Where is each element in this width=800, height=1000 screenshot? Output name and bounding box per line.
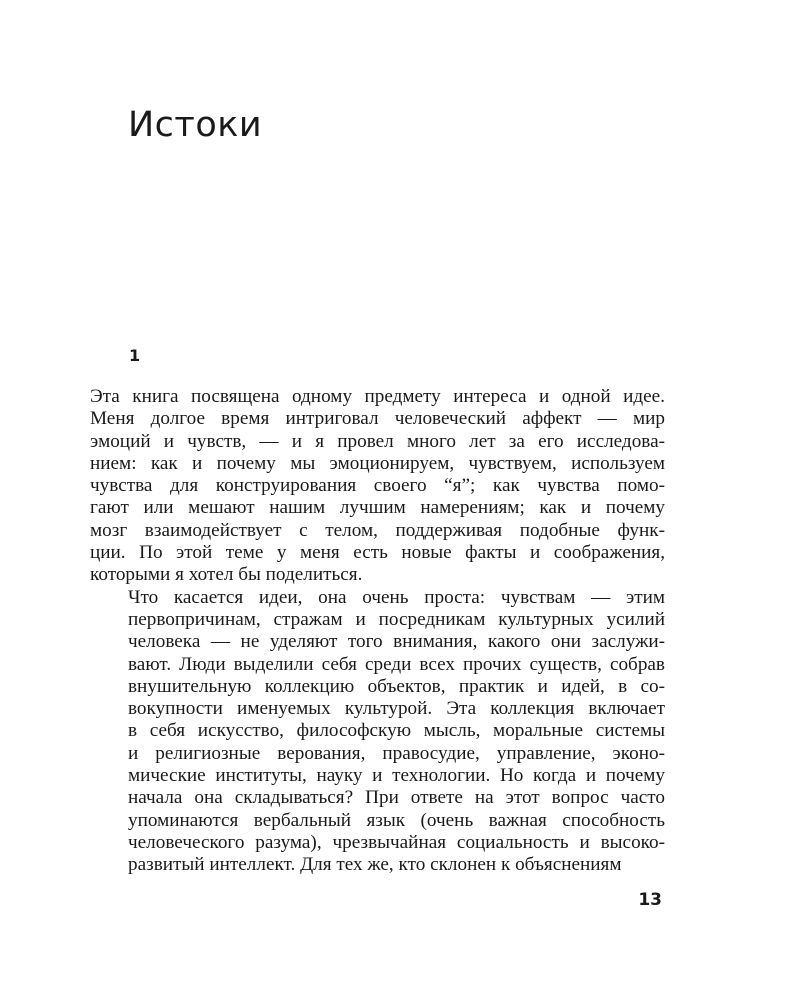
text-line: в себя искусство, философскую мысль, моральные системы [128, 720, 665, 742]
body-text [90, 386, 665, 877]
text-line: нием: как и почему мы эмоционируем, чувствуем, используем [90, 452, 665, 474]
text-line: развитый интеллект. Для тех же, кто склонен к объяснениям [128, 854, 622, 876]
text-line: внушительную коллекцию объектов, практик и идей, в со- [128, 675, 665, 697]
text-line: Эта книга посвящена одному предмету интереса и одной идее. [90, 386, 665, 407]
text-line: мозг взаимодействует с телом, поддерживая подобные функ- [90, 519, 665, 541]
text-line: начала она складываться? При ответе на этот вопрос часто [128, 787, 665, 809]
text-line: первопричинам, стражам и посредникам культурных усилий [128, 608, 665, 630]
text-line: Что касается идеи, она очень проста: чувствам — этим [128, 586, 665, 608]
text-line: упоминаются вербальный язык (очень важная способность [128, 809, 665, 831]
text-line: эмоций и чувств, — и я провел много лет за его исследова- [90, 430, 665, 452]
page-number: 13 [638, 890, 662, 910]
section-number: 1 [129, 346, 141, 365]
paragraph [90, 587, 665, 877]
paragraph [90, 386, 665, 587]
text-line: Меня долгое время интриговал человеческий аффект — мир [90, 408, 665, 430]
text-line: чувства для конструирования своего “я”; как чувства помо- [90, 475, 665, 497]
text-line: человека — не уделяют того внимания, какого они заслужи- [128, 631, 665, 653]
text-line: человеческого разума), чрезвычайная социальность и высоко- [128, 831, 665, 853]
text-line: которыми я хотел бы поделиться. [90, 564, 363, 586]
text-line: ции. По этой теме у меня есть новые факты и соображения, [90, 542, 665, 564]
text-line: мические институты, науку и технологии. Но когда и почему [128, 765, 665, 787]
text-line: гают или мешают нашим лучшим намерениям; как и почему [90, 497, 665, 519]
text-line: вают. Люди выделили себя среди всех прочих существ, собрав [128, 653, 665, 675]
text-line: вокупности именуемых культурой. Эта коллекция включает [128, 698, 665, 720]
chapter-title: Истоки [128, 105, 263, 145]
text-line: и религиозные верования, правосудие, управление, эконо- [128, 742, 665, 764]
